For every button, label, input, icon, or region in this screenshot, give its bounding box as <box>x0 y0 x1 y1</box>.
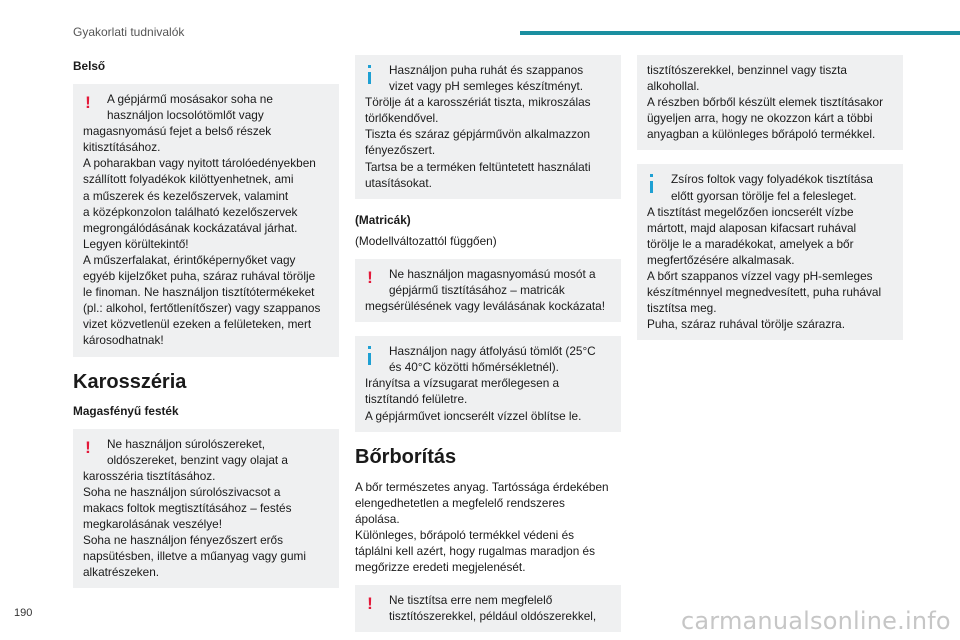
heading-magasfenyu: Magasfényű festék <box>73 403 179 418</box>
heading-karosszeria: Karosszéria <box>73 370 187 393</box>
text-line: vizet közvetlenül ezeken a felületeken, mert <box>83 317 312 332</box>
header-accent-bar <box>520 31 960 35</box>
text-line: megsérülésének vagy leválásának kockázata! <box>365 299 606 314</box>
text-line: Puha, száraz ruhával törölje szárazra. <box>647 317 846 332</box>
text-line: készítménnyel megnedvesített, puha ruhával <box>647 285 882 300</box>
text-line: Törölje át a karosszériát tiszta, mikroszálas <box>365 95 591 110</box>
warning-text <box>365 592 611 624</box>
info-text <box>365 62 611 191</box>
text-line: és 40°C közötti hőmérsékletnél). <box>389 360 559 375</box>
text-line: alkohollal. <box>647 79 700 94</box>
text-leather <box>355 479 621 576</box>
text-modellvaltozat: (Modellváltozattól függően) <box>355 233 497 248</box>
text-line: Ne tisztítsa erre nem megfelelő <box>389 593 553 608</box>
warning-icon: ! <box>85 93 91 112</box>
info-box-stains <box>637 164 903 340</box>
warning-text-continued <box>647 62 893 142</box>
column-1 <box>73 55 339 602</box>
column-3 <box>637 55 903 354</box>
info-box-hose <box>355 336 621 431</box>
text-line: ápolása. <box>355 511 400 526</box>
text-line: A részben bőrből készült elemek tisztításakor <box>647 95 884 110</box>
text-line: A bőrt szappanos vízzel vagy pH-semleges <box>647 269 873 284</box>
text-line: fényezőszert. <box>365 143 436 158</box>
text-line: károsodhatnak! <box>83 333 164 348</box>
text-line: Irányítsa a vízsugarat merőlegesen a <box>365 376 560 391</box>
text-line: tisztítószerekkel, benzinnel vagy tiszta <box>647 63 847 77</box>
text-line: tisztítandó felületre. <box>365 392 468 407</box>
text-line: Tiszta és száraz gépjárművön alkalmazzon <box>365 127 591 142</box>
text-line: makacs foltok megtisztításához – festés <box>83 500 292 515</box>
text-line: Legyen körültekintő! <box>83 236 189 251</box>
warning-box-stickers <box>355 259 621 322</box>
text-line: napsütésben, illetve a műanyag vagy gumi <box>83 549 306 564</box>
info-icon <box>365 65 371 84</box>
text-line: A poharakban vagy nyitott tárolóedényekben <box>83 156 316 171</box>
heading-matricak: (Matricák) <box>355 212 411 227</box>
text-line: utasításokat. <box>365 175 432 190</box>
info-box-paint <box>355 55 621 199</box>
info-icon <box>365 346 371 365</box>
text-line: kitisztításához. <box>83 140 161 155</box>
text-line: táplálni kell azért, hogy rugalmas maradjon és <box>355 543 595 558</box>
info-text <box>647 171 893 332</box>
warning-icon: ! <box>85 437 91 457</box>
info-text <box>365 343 611 423</box>
warning-box-leather-continued <box>637 55 903 150</box>
watermark: carmanualsonline.info <box>681 607 951 635</box>
page-number: 190 <box>14 607 33 619</box>
warning-text <box>365 266 611 314</box>
text-line: törölje le a maradékokat, amelyek a bőr <box>647 236 854 251</box>
text-line: le finoman. Ne használjon tisztítótermékeket <box>83 285 315 300</box>
text-line: tisztítószerekkel, például oldószerekkel, <box>389 609 597 624</box>
text-line: (pl.: alkohol, fertőtlenítőszer) vagy szappanos <box>83 301 321 316</box>
warning-box-paint <box>73 429 339 589</box>
text-line: Soha ne használjon súrolószivacsot a <box>83 484 281 499</box>
text-line: Zsíros foltok vagy folyadékok tisztítása <box>671 172 873 187</box>
text-line: elengedhetetlen a megfelelő rendszeres <box>355 495 565 510</box>
text-line: gépjármű tisztításához – matricák <box>389 282 565 297</box>
warning-box-interior <box>73 84 339 357</box>
text-line: tisztítsa meg. <box>647 301 717 316</box>
heading-belso: Belső <box>73 59 106 73</box>
text-line: Használjon puha ruhát és szappanos <box>389 63 584 77</box>
warning-icon: ! <box>367 594 373 614</box>
column-2 <box>355 55 621 640</box>
text-line: megrongálódásának kockázatával járhat. <box>83 220 298 235</box>
text-line: a középkonzolon található kezelőszervek <box>83 204 298 219</box>
text-line: törlőkendővel. <box>365 111 439 126</box>
text-line: Ne használjon súrolószereket, <box>107 436 266 451</box>
text-line: szállított folyadékok kilöttyenhetnek, ami <box>83 172 294 187</box>
text-line: Használjon nagy átfolyású tömlőt (25°C <box>389 344 596 359</box>
text-line: A bőr természetes anyag. Tartóssága érdekében <box>355 479 609 494</box>
text-line: karosszéria tisztításához. <box>83 468 216 483</box>
text-line: Különleges, bőrápoló termékkel védeni és <box>355 527 575 542</box>
heading-borboritas: Bőrborítás <box>355 445 457 468</box>
text-line: magasnyomású fejet a belső részek <box>83 124 272 139</box>
text-line: anyagban a különleges bőrápoló termékkel. <box>647 127 876 142</box>
text-line: vizet vagy pH semleges készítményt. <box>389 79 584 94</box>
header-title: Gyakorlati tudnivalók <box>73 25 185 39</box>
text-line: A műszerfalakat, érintőképernyőket vagy <box>83 252 296 267</box>
warning-text <box>83 91 329 349</box>
info-icon <box>647 174 653 193</box>
text-line: alkatrészeken. <box>83 565 160 580</box>
text-line: Ne használjon magasnyomású mosót a <box>389 266 596 281</box>
text-line: A gépjárművet ioncserélt vízzel öblítse le. <box>365 408 582 423</box>
text-line: A tisztítást megelőzően ioncserélt vízbe <box>647 204 854 219</box>
text-line: megőrizze eredeti megjelenését. <box>355 560 526 575</box>
text-line: mártott, majd alaposan kifacsart ruhával <box>647 220 857 235</box>
warning-text <box>83 436 329 581</box>
text-line: Soha ne használjon fényezőszert erős <box>83 533 284 548</box>
text-line: oldószereket, benzint vagy olajat a <box>107 452 288 467</box>
text-line: a műszerek és kezelőszervek, valamint <box>83 188 289 203</box>
text-line: ügyeljen arra, hogy ne okozzon kárt a többi <box>647 111 873 126</box>
warning-icon: ! <box>367 267 373 287</box>
text-line: egyéb kijelzőket puha, száraz ruhával törölje <box>83 269 316 284</box>
text-line: Tartsa be a terméken feltüntetett használati <box>365 159 591 174</box>
text-line: előtt gyorsan törölje fel a felesleget. <box>671 188 857 203</box>
text-line: A gépjármű mosásakor soha ne <box>107 92 273 106</box>
text-line: megkarolásának veszélye! <box>83 516 223 531</box>
text-line: használjon locsolótömlőt vagy <box>107 108 264 123</box>
text-line: megfertőzésére alkalmasak. <box>647 252 795 267</box>
warning-box-leather <box>355 585 621 632</box>
